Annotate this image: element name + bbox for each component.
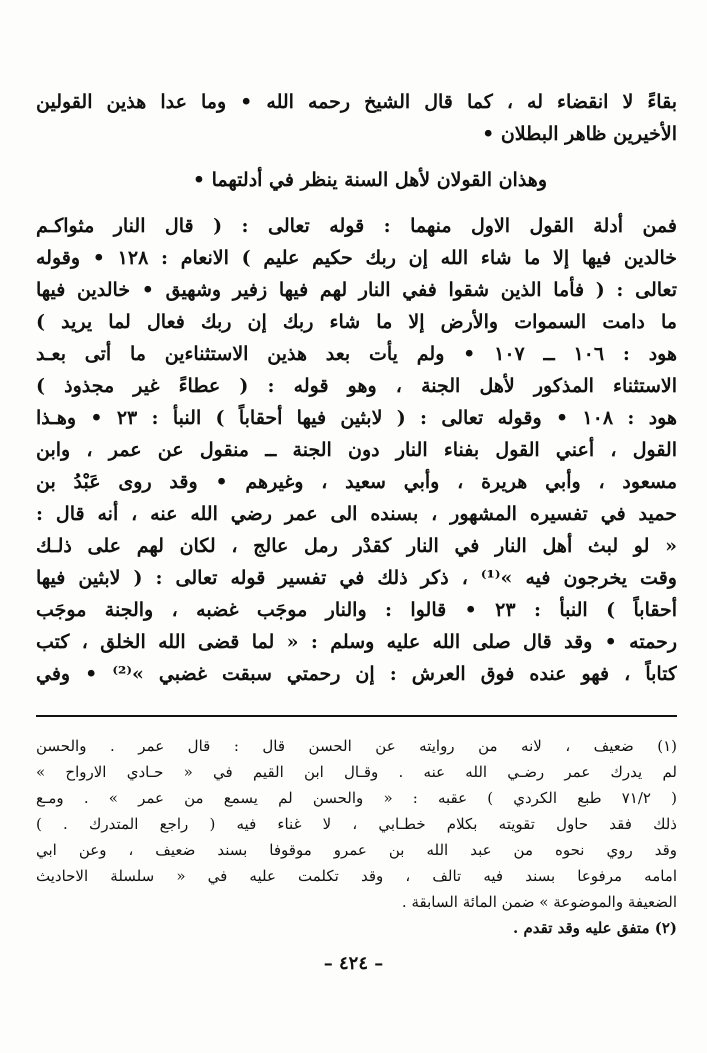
text-line: « لو لبث أهل النار في النار كقدْر رمل عالج ، لكان لهم على ذلـك [36, 535, 677, 557]
page-number: – ٤٢٤ – [323, 953, 384, 974]
text-line: حميد في تفسيره المشهور ، بسنده الى عمر رضي الله عنه ، أنه قال : [36, 503, 677, 525]
footnote-divider [36, 715, 677, 717]
text-line: ما دامت السموات والأرض إلا ما شاء ربك إن ربك فعال لما يريد ) [36, 311, 677, 333]
text-line: خالدين فيها إلا ما شاء الله إن ربك حكيم عليم ) الانعام : ١٢٨ • وقوله [36, 247, 677, 269]
text-line: بقاءً لا انقضاء له ، كما قال الشيخ رحمه الله • وما عدا هذين القولين [36, 91, 677, 113]
footnote-line: (٢) متفق عليه وقد تقدم . [513, 919, 677, 937]
text-line: الأخيرين ظاهر البطلان • [482, 123, 677, 145]
footnote-line: الضعيفة والموضوعة » ضمن المائة السابقة . [401, 893, 677, 911]
main-text [36, 86, 677, 690]
text-line: أحقاباً ) النبأ : ٢٣ • قالوا : والنار موجَب غضبه ، والجنة موجَب [36, 599, 677, 621]
footnote-line: (١) ضعيف ، لانه من روايته عن الحسن قال : قال عمر . والحسن [36, 737, 677, 755]
footnote-line: امامه مرفوعا بسند فيه تالف ، وقد تكلمت عليه في « سلسلة الاحاديث [36, 867, 677, 885]
text-line: فمن أدلة القول الاول منهما : قوله تعالى : ( قال النار مثواكـم [36, 215, 677, 237]
footnote-line: ( ٧١/٢ طبع الكردي ) عقبه : « والحسن لم يسمع من عمر » . ومـع [36, 789, 677, 807]
paragraph-gap [36, 150, 677, 164]
footnote-line: لم يدرك عمر رضـي الله عنه . وقـال ابن القيم في « حـادي الارواح » [36, 763, 677, 781]
text-line: كتاباً ، فهو عنده فوق العرش : إن رحمتي سبقت غضبي »⁽²⁾ • وفي [36, 663, 677, 685]
text-line: الاستثناء المذكور لأهل الجنة ، وهو قوله : ( عطاءً غير مجذوذ ) [36, 375, 677, 397]
footnote-line: ذلك فقد حاول تقويته بكلام خطـابي ، لا غناء فيه ( راجع المتدرك . ) [36, 815, 677, 833]
text-line: رحمته • وقد قال صلى الله عليه وسلم : « لما قضى الله الخلق ، كتب [36, 631, 677, 653]
text-line: تعالى : ( فأما الذين شقوا ففي النار لهم فيها زفير وشهيق • خالدين فيها [36, 279, 677, 301]
paragraph-gap [36, 196, 677, 210]
text-line: مسعود ، وأبي هريرة ، وأبي سعيد ، وغيرهم • وقد روى عَبْدُ بن [36, 471, 677, 493]
text-line: هود : ١٠٦ ــ ١٠٧ • ولم يأت بعد هذين الاستثناءين ما أتى بعـد [36, 343, 677, 365]
footnotes [36, 733, 677, 941]
footnote-line: وقد روي نحوه من عبد الله بن عمرو موقوفا بسند ضعيف ، وعن ابي [36, 841, 677, 859]
text-line: هود : ١٠٨ • وقوله تعالى : ( لابثين فيها أحقاباً ) النبأ : ٢٣ • وهـذا [36, 407, 677, 429]
text-line: وقت يخرجون فيه »⁽¹⁾ ، ذكر ذلك في تفسير قوله تعالى : ( لابثين فيها [36, 567, 677, 589]
section-heading: وهذان القولان لأهل السنة ينظر في أدلتهما • [192, 169, 547, 191]
text-line: القول ، أعني القول بفناء النار دون الجنة ــ منقول عن عمر ، وابن [36, 439, 677, 461]
